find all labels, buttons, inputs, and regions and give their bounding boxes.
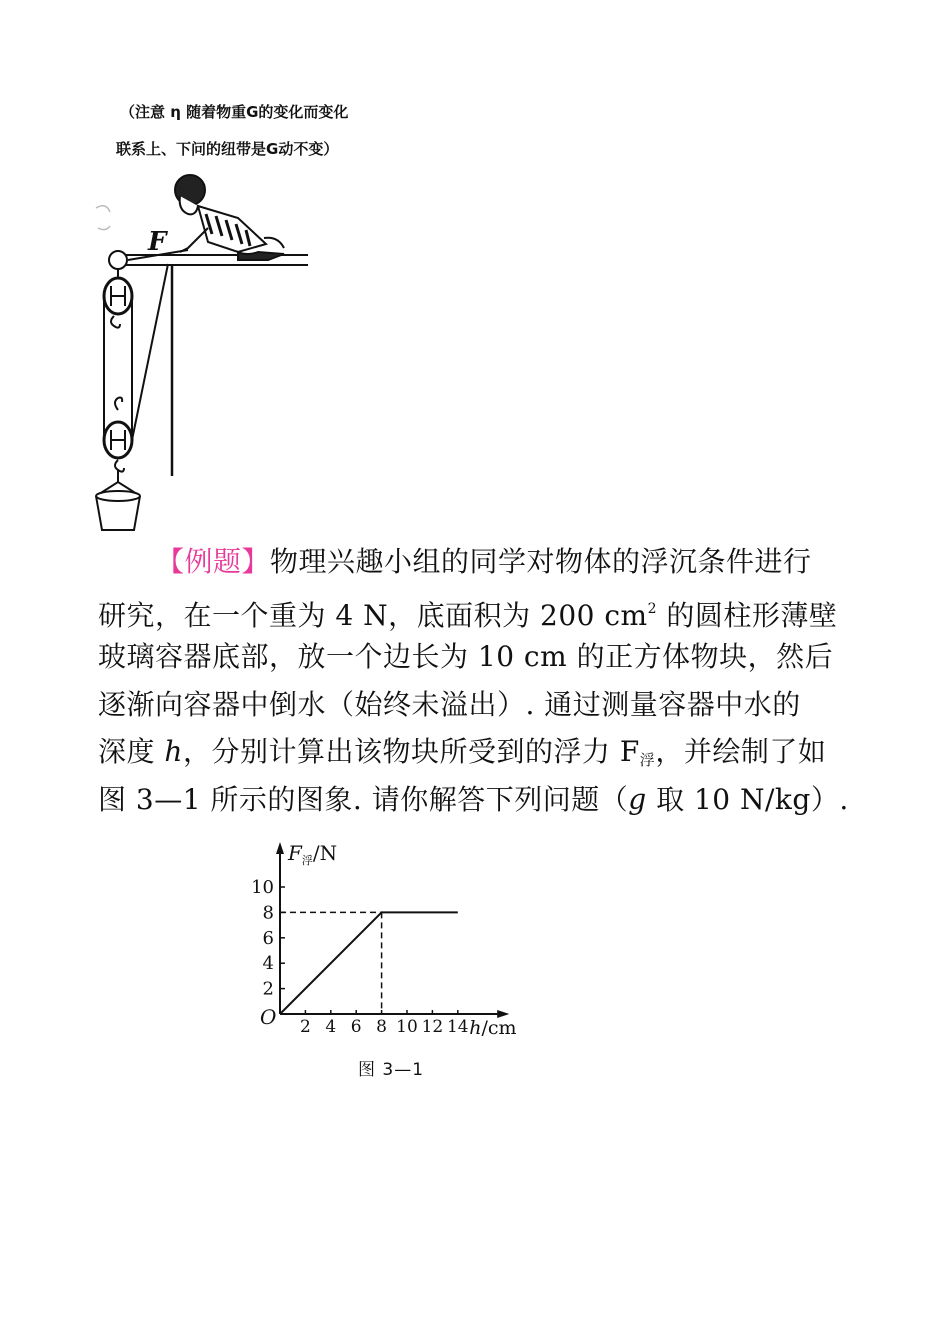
- pulley-illustration: [88, 168, 318, 540]
- chart-labels: [251, 841, 516, 1039]
- chart-marks: [280, 912, 458, 1014]
- y-axis-label: $F_浮/N$: [288, 841, 338, 867]
- variable-h: h: [164, 735, 183, 769]
- y-axis-arrow: [276, 842, 284, 854]
- series-line: [280, 912, 458, 1014]
- variable-g: g: [628, 782, 647, 816]
- example-text: 取 10 N/kg）.: [646, 782, 849, 816]
- x-tick-label: 12: [421, 1017, 444, 1037]
- rope-diagonal: [132, 264, 168, 440]
- boy-legs: [238, 252, 284, 260]
- chart-axes: [276, 842, 509, 1018]
- example-line-2: [98, 586, 868, 634]
- note-line-1: （注意 η 随着物重G的变化而变化: [120, 103, 349, 121]
- origin-label: O: [260, 1005, 277, 1029]
- y-tick-label: 4: [262, 953, 274, 975]
- example-tag: 【例题】: [156, 545, 271, 578]
- figure-caption: 图 3—1: [358, 1060, 425, 1080]
- lower-hook: [115, 460, 124, 472]
- force-label: F: [148, 227, 167, 257]
- bucket-rim: [96, 491, 140, 501]
- example-line-3: 玻璃容器底部，放一个边长为 10 cm 的正方体物块，然后: [98, 640, 834, 674]
- example-text: ，并绘制了如: [655, 735, 827, 769]
- boy-arm: [180, 228, 208, 252]
- example-line-4: 逐渐向容器中倒水（始终未溢出）. 通过测量容器中水的: [98, 687, 801, 721]
- example-line-5: [98, 728, 868, 776]
- lower-top-hook: [115, 398, 122, 411]
- example-line-1: [98, 538, 868, 586]
- example-text: ，分别计算出该物块所受到的浮力 F: [182, 735, 640, 769]
- y-tick-label: 10: [251, 877, 274, 898]
- x-tick-label: 10: [396, 1017, 418, 1037]
- x-tick-label: 6: [350, 1017, 362, 1037]
- note-line-2: 联系上、下问的纽带是G动不变）: [116, 140, 339, 158]
- example-problem: [98, 538, 868, 824]
- x-tick-label: 4: [325, 1017, 337, 1037]
- example-line-6: [98, 776, 868, 824]
- x-tick-label: 2: [299, 1017, 311, 1037]
- fixed-pulley-mount: [109, 251, 127, 269]
- subscript: 浮: [639, 751, 656, 770]
- buoyancy-chart: [250, 838, 550, 1048]
- boy-knee: [264, 238, 284, 248]
- x-tick-label: 14: [446, 1017, 469, 1037]
- upper-hook: [111, 316, 120, 328]
- x-axis-label: h/cm: [469, 1017, 517, 1039]
- background-smudge: [96, 206, 110, 230]
- y-tick-label: 6: [262, 927, 274, 949]
- example-text: 深度: [98, 735, 165, 769]
- y-tick-label: 8: [262, 902, 274, 924]
- example-text: 图 3—1 所示的图象. 请你解答下列问题（: [98, 782, 629, 816]
- example-text: 的圆柱形薄壁: [657, 598, 838, 632]
- x-tick-label: 8: [376, 1017, 388, 1037]
- superscript: 2: [647, 600, 658, 617]
- y-tick-label: 2: [262, 978, 274, 1000]
- example-text: 研究，在一个重为 4 N，底面积为 200 cm: [98, 598, 648, 632]
- example-text: 物理兴趣小组的同学对物体的浮沉条件进行: [270, 545, 812, 578]
